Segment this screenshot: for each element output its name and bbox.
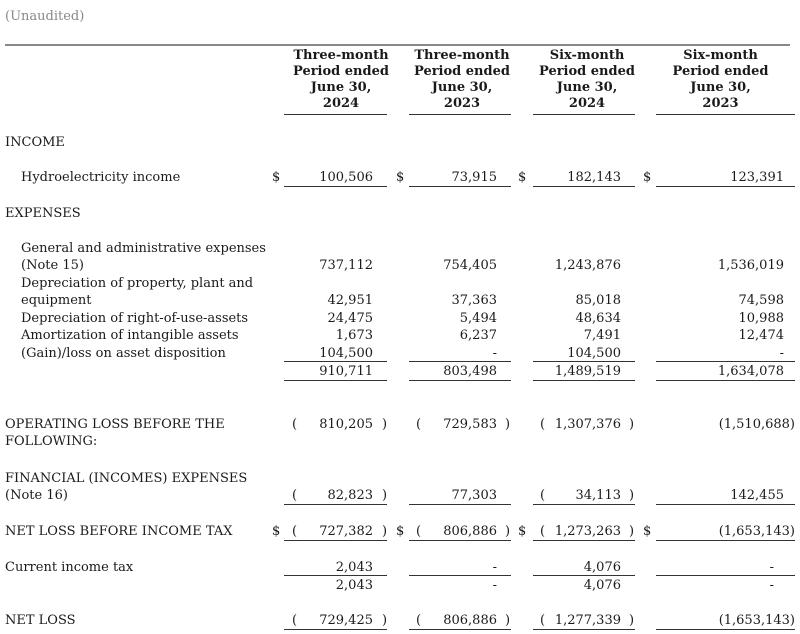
currency-sign: $	[518, 524, 527, 539]
cell-underline	[656, 629, 795, 630]
open-paren: (	[540, 524, 546, 539]
value-cell: 727,382	[319, 524, 373, 539]
cell-underline	[533, 504, 635, 505]
currency-sign: $	[272, 524, 281, 539]
open-paren: (	[416, 524, 422, 539]
value-cell: -	[779, 346, 784, 361]
row-label-general-admin-note: (Note 15)	[21, 258, 84, 273]
value-cell: 10,988	[738, 311, 784, 326]
value-cell: 4,076	[583, 560, 621, 575]
cell-underline	[656, 504, 795, 505]
value-cell: 42,951	[327, 293, 373, 308]
value-cell: 1,277,339	[554, 613, 621, 628]
value-cell: 1,536,019	[717, 258, 784, 273]
section-expenses: EXPENSES	[5, 206, 81, 221]
total-expenses-cell: 1,489,519	[554, 364, 621, 379]
close-paren: )	[629, 417, 635, 432]
header-underline	[409, 114, 511, 115]
value-cell: 754,405	[443, 258, 497, 273]
header-underline	[284, 114, 387, 115]
value-cell: 100,506	[319, 170, 373, 185]
value-cell: -	[769, 560, 774, 575]
column-header-q2-2024: Three-month Period ended June 30, 2024	[293, 48, 389, 111]
cell-underline	[656, 361, 795, 362]
currency-sign: $	[272, 170, 281, 185]
cell-underline	[409, 629, 511, 630]
currency-sign: $	[396, 170, 405, 185]
value-cell: -	[492, 560, 497, 575]
open-paren: (	[416, 613, 422, 628]
cell-underline	[284, 575, 387, 576]
value-cell: 729,583	[443, 417, 497, 432]
cell-underline	[409, 504, 511, 505]
row-label-financial-note: (Note 16)	[5, 488, 68, 503]
cell-underline	[533, 575, 635, 576]
column-header-h1-2023: Six-month Period ended June 30, 2023	[672, 48, 769, 111]
value-cell: 142,455	[730, 488, 784, 503]
close-paren: )	[382, 488, 388, 503]
row-label-current-income-tax: Current income tax	[5, 560, 134, 575]
close-paren: )	[629, 524, 635, 539]
cell-underline	[284, 380, 387, 381]
row-label-net-loss: NET LOSS	[5, 613, 76, 628]
cell-underline	[533, 186, 635, 187]
close-paren: )	[382, 613, 388, 628]
value-cell: 729,425	[319, 613, 373, 628]
open-paren: (	[416, 417, 422, 432]
currency-sign: $	[643, 170, 652, 185]
close-paren: )	[382, 417, 388, 432]
cell-underline	[284, 504, 387, 505]
cell-underline	[284, 540, 387, 541]
cell-underline	[656, 540, 795, 541]
close-paren: )	[629, 613, 635, 628]
cell-underline	[284, 361, 387, 362]
value-cell: 37,363	[451, 293, 497, 308]
value-cell: 1,273,263	[554, 524, 621, 539]
value-cell: 48,634	[575, 311, 621, 326]
row-label-amortization: Amortization of intangible assets	[21, 328, 239, 343]
cell-underline	[656, 186, 795, 187]
value-cell: (1,510,688)	[718, 417, 795, 432]
open-paren: (	[292, 524, 298, 539]
currency-sign: $	[643, 524, 652, 539]
cell-underline	[409, 540, 511, 541]
value-cell: 104,500	[319, 346, 373, 361]
value-cell: 82,823	[327, 488, 373, 503]
column-header-h1-2024: Six-month Period ended June 30, 2024	[539, 48, 635, 111]
open-paren: (	[292, 488, 298, 503]
value-cell: 104,500	[567, 346, 621, 361]
cell-underline	[409, 380, 511, 381]
value-cell: 4,076	[583, 578, 621, 593]
total-expenses-cell: 910,711	[319, 364, 373, 379]
close-paren: )	[505, 417, 511, 432]
close-paren: )	[505, 613, 511, 628]
value-cell: 24,475	[327, 311, 373, 326]
cell-underline	[533, 380, 635, 381]
row-label-gain-loss: (Gain)/loss on asset disposition	[21, 346, 226, 361]
value-cell: -	[769, 578, 774, 593]
header-underline	[533, 114, 635, 115]
row-label-operating-loss: OPERATING LOSS BEFORE THE	[5, 417, 225, 432]
row-label-depreciation-ppe-cont: equipment	[21, 293, 92, 308]
total-expenses-cell: 803,498	[443, 364, 497, 379]
value-cell: 1,307,376	[554, 417, 621, 432]
top-rule	[5, 44, 790, 46]
value-cell: 2,043	[335, 560, 373, 575]
value-cell: 34,113	[575, 488, 621, 503]
cell-underline	[533, 361, 635, 362]
value-cell: 182,143	[567, 170, 621, 185]
value-cell: 73,915	[451, 170, 497, 185]
value-cell: 85,018	[575, 293, 621, 308]
open-paren: (	[292, 417, 298, 432]
value-cell: 12,474	[738, 328, 784, 343]
value-cell: 737,112	[319, 258, 373, 273]
unaudited-note: (Unaudited)	[5, 9, 85, 24]
close-paren: )	[629, 488, 635, 503]
cell-underline	[284, 186, 387, 187]
value-cell: -	[492, 578, 497, 593]
row-label-financial: FINANCIAL (INCOMES) EXPENSES	[5, 471, 248, 486]
column-header-q2-2023: Three-month Period ended June 30, 2023	[414, 48, 510, 111]
value-cell: 1,673	[335, 328, 373, 343]
open-paren: (	[540, 488, 546, 503]
row-label-hydroelectricity: Hydroelectricity income	[21, 170, 181, 185]
open-paren: (	[292, 613, 298, 628]
row-label-depreciation-ppe: Depreciation of property, plant and	[21, 276, 254, 291]
cell-underline	[656, 380, 795, 381]
value-cell: (1,653,143)	[718, 524, 795, 539]
value-cell: 74,598	[738, 293, 784, 308]
total-expenses-cell: 1,634,078	[717, 364, 784, 379]
value-cell: (1,653,143)	[718, 613, 795, 628]
value-cell: 810,205	[319, 417, 373, 432]
cell-underline	[533, 540, 635, 541]
currency-sign: $	[396, 524, 405, 539]
value-cell: 77,303	[451, 488, 497, 503]
value-cell: 1,243,876	[554, 258, 621, 273]
cell-underline	[284, 629, 387, 630]
value-cell: -	[492, 346, 497, 361]
row-label-general-admin: General and administrative expenses	[21, 241, 266, 256]
close-paren: )	[505, 524, 511, 539]
row-label-net-loss-before-tax: NET LOSS BEFORE INCOME TAX	[5, 524, 233, 539]
row-label-depreciation-rou: Depreciation of right-of-use-assets	[21, 311, 249, 326]
value-cell: 806,886	[443, 613, 497, 628]
cell-underline	[533, 629, 635, 630]
cell-underline	[409, 186, 511, 187]
value-cell: 2,043	[335, 578, 373, 593]
currency-sign: $	[518, 170, 527, 185]
close-paren: )	[382, 524, 388, 539]
cell-underline	[409, 361, 511, 362]
row-label-operating-loss-cont: FOLLOWING:	[5, 434, 98, 449]
value-cell: 5,494	[459, 311, 497, 326]
value-cell: 7,491	[583, 328, 621, 343]
open-paren: (	[540, 613, 546, 628]
value-cell: 6,237	[459, 328, 497, 343]
open-paren: (	[540, 417, 546, 432]
cell-underline	[409, 575, 511, 576]
value-cell: 123,391	[730, 170, 784, 185]
header-underline	[656, 114, 795, 115]
value-cell: 806,886	[443, 524, 497, 539]
cell-underline	[656, 575, 795, 576]
section-income: INCOME	[5, 135, 65, 150]
